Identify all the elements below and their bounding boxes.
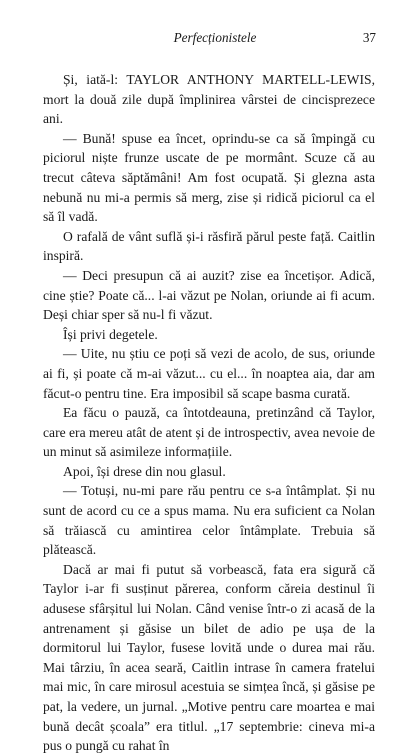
- paragraph: — Totuși, nu-mi pare rău pentru ce s-a întâmplat. Și nu sunt de acord cu ce a spus mama. Nu era suficient ca Nolan să trăiască cu amintirea celor întâmplate. Trebuia să plătească.: [43, 483, 375, 558]
- page-number: 37: [362, 30, 376, 45]
- running-title: Perfecționistele: [173, 30, 257, 45]
- body-text: [43, 70, 375, 756]
- paragraph: — Bună! spuse ea încet, oprindu-se ca să împingă cu piciorul niște frunze uscate de pe mormânt. Scuze că au trecut câteva săptămâni! Am fost ocupată. Și glezna asta nebună nu mi-a permis să merg, zise și ridică piciorul ca el să îl vadă.: [43, 130, 375, 225]
- paragraph: — Deci presupun că ai auzit? zise ea încetișor. Adică, cine știe? Poate că... l-ai văzut pe Nolan, oriunde ai fi acum. Deși chiar sper să nu-l fi văzut.: [43, 267, 375, 323]
- paragraph: Dacă ar mai fi putut să vorbească, fata era sigură că Taylor i-ar fi susținut părerea, conform căreia destinul îi adusese sfârșitul lui Nolan. Când venise într-o zi acasă de la antrenament și găsise un bilet de adio pe ușa de la dormitorul lui Taylor, fusese lovită unde o durea mai rău. Mai târziu, în acea seară, Caitlin intrase în camera fratelui mai mic, în care mirosul acestuia se simțea încă, și găsise pe pat, la vedere, un jurnal. „Motive pentru care moartea e mai bună decât școala” era titlul. „17 septembrie: cineva mi-a pus o pungă cu rahat în: [43, 561, 375, 754]
- paragraph: Își privi degetele.: [63, 326, 158, 342]
- paragraph: Ea făcu o pauză, ca întotdeauna, pretinzând că Taylor, care era mereu atât de atent și de introspectiv, avea nevoie de un minut să asimileze informațiile.: [43, 405, 375, 460]
- running-header: [54, 30, 376, 48]
- paragraph: O rafală de vânt suflă și-i răsfiră părul peste față. Caitlin inspiră.: [43, 228, 375, 264]
- paragraph: — Uite, nu știu ce poți să vezi de acolo, de sus, oriunde ai fi, și poate că m-ai văzut... cu el... în noaptea aia, dar am făcut-o pentru tine. Era imposibil să scape basma curată.: [43, 346, 375, 401]
- paragraph: Apoi, își drese din nou glasul.: [63, 463, 226, 479]
- paragraph: Și, iată-l: TAYLOR ANTHONY MARTELL-LEWIS, mort la două zile după împlinirea vârstei de cincisprezece ani.: [43, 72, 375, 127]
